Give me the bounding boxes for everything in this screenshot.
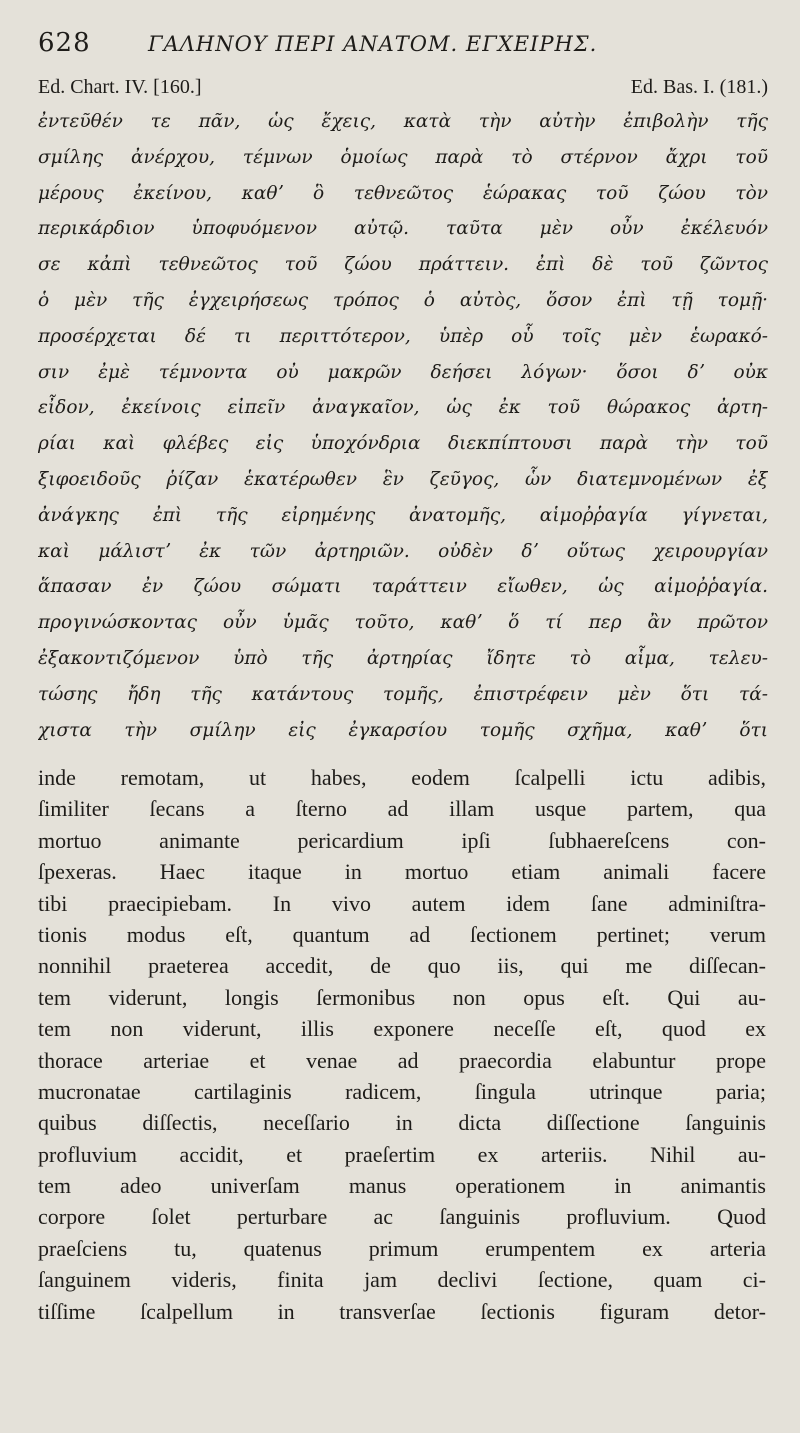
latin-text-line: nonnihil praeterea accedit, de quo iis, qui me diſſecan- xyxy=(38,953,766,979)
latin-text-line: praeſciens tu, quatenus primum erumpentem ex arteria xyxy=(38,1235,766,1261)
greek-text-line: ἐντεῦθέν τε πᾶν, ὡς ἔχεις, κατὰ τὴν αὐτὴν ἐπιβολὴν τῆς xyxy=(38,111,768,132)
greek-text-line: ρίαι καὶ φλέβες εἰς ὑποχόνδρια διεκπίπτουσι παρὰ τὴν τοῦ xyxy=(38,433,768,455)
greek-text-line: ὁ μὲν τῆς ἐγχειρήσεως τρόπος ὁ αὐτὸς, ὅσον ἐπὶ τῇ τομῇ· xyxy=(38,289,768,311)
greek-text-line: μέρους ἐκείνου, καθʼ ὃ τεθνεῶτος ἑώρακας τοῦ ζώου τὸν xyxy=(38,182,768,204)
greek-text-line: καὶ μάλιστʼ ἐκ τῶν ἀρτηριῶν. οὐδὲν δʼ οὕτως χειρουργίαν xyxy=(38,540,768,562)
latin-text-line: mortuo animante pericardium ipſi ſubhaereſcens con- xyxy=(38,827,766,853)
greek-text-line: ἀνάγκης ἐπὶ τῆς εἰρημένης ἀνατομῆς, αἱμοῤῥαγία γίγνεται, xyxy=(38,504,768,526)
latin-text-line: mucronatae cartilaginis radicem, ſingula utrinque paria; xyxy=(38,1078,766,1104)
latin-text-line: tiſſime ſcalpellum in transverſae ſectionis figuram detor- xyxy=(38,1298,766,1324)
greek-text-line: ἐξακοντιζόμενον ὑπὸ τῆς ἀρτηρίας ἴδητε τὸ αἷμα, τελευ- xyxy=(38,647,768,669)
page-number: 628 xyxy=(38,28,91,58)
latin-text-line: ſimiliter ſecans a ſterno ad illam usque partem, qua xyxy=(38,796,766,822)
latin-text-line: tem viderunt, longis ſermonibus non opus eſt. Qui au- xyxy=(38,984,766,1010)
edition-reference-line xyxy=(38,76,768,104)
greek-text-line: σιν ἐμὲ τέμνοντα οὐ μακρῶν δεήσει λόγων· ὅσοι δʼ οὐκ xyxy=(38,361,768,383)
greek-text-line: χιστα τὴν σμίλην εἰς ἐγκαρσίου τομῆς σχῆμα, καθʼ ὅτι xyxy=(38,719,768,741)
greek-text-line: ἅπασαν ἐν ζώου σώματι ταράττειν εἴωθεν, ὡς αἱμοῤῥαγία. xyxy=(38,576,768,598)
latin-text-line: tionis modus eſt, quantum ad ſectionem pertinet; verum xyxy=(38,921,766,947)
greek-text-line: σε κἀπὶ τεθνεῶτος τοῦ ζώου πράττειν. ἐπὶ δὲ τοῦ ζῶντος xyxy=(38,254,768,276)
latin-text-line: ſanguinem videris, finita jam declivi ſectione, quam ci- xyxy=(38,1267,766,1293)
greek-text-line: ξιφοειδοῦς ῥίζαν ἑκατέρωθεν ἓν ζεῦγος, ὧν διατεμνομένων ἐξ xyxy=(38,468,768,490)
greek-text-line: σμίλης ἀνέρχου, τέμνων ὁμοίως παρὰ τὸ στέρνον ἄχρι τοῦ xyxy=(38,146,768,168)
latin-text-line: profluvium accidit, et praeſertim ex arteriis. Nihil au- xyxy=(38,1141,766,1167)
edition-chartier-reference: Ed. Chart. IV. [160.] xyxy=(38,76,202,98)
greek-text-line: τώσης ἤδη τῆς κατάντους τομῆς, ἐπιστρέφειν μὲν ὅτι τά- xyxy=(38,683,768,705)
page-header xyxy=(38,26,768,66)
latin-text-line: tem adeo univerſam manus operationem in animantis xyxy=(38,1173,766,1199)
greek-text-line: περικάρδιον ὑποφυόμενον αὐτῷ. ταῦτα μὲν οὖν ἐκέλευόν xyxy=(38,218,768,240)
running-title: ΓΑΛΗΝΟΥ ΠΕΡΙ ΑΝΑΤΟΜ. ΕΓΧΕΙΡΗΣ. xyxy=(148,32,598,56)
greek-text-line: προσέρχεται δέ τι περιττότερον, ὑπὲρ οὗ τοῖς μὲν ἑωρακό- xyxy=(38,325,768,347)
edition-basel-reference: Ed. Bas. I. (181.) xyxy=(630,76,768,98)
latin-text-line: ſpexeras. Haec itaque in mortuo etiam animali facere xyxy=(38,859,766,885)
latin-text-line: corpore ſolet perturbare ac ſanguinis profluvium. Quod xyxy=(38,1204,766,1230)
latin-text-line: tibi praecipiebam. In vivo autem idem ſane adminiſtra- xyxy=(38,890,766,916)
greek-text-block xyxy=(38,104,768,748)
latin-text-line: tem non viderunt, illis exponere neceſſe eſt, quod ex xyxy=(38,1016,766,1042)
greek-text-line: εἶδον, ἐκείνοις εἰπεῖν ἀναγκαῖον, ὡς ἐκ τοῦ θώρακος ἀρτη- xyxy=(38,397,768,419)
latin-text-line: inde remotam, ut habes, eodem ſcalpelli ictu adibis, xyxy=(38,765,766,790)
greek-text-line: προγινώσκοντας οὖν ὑμᾶς τοῦτο, καθʼ ὅ τί περ ἂν πρῶτον xyxy=(38,612,768,634)
latin-text-line: thorace arteriae et venae ad praecordia elabuntur prope xyxy=(38,1047,766,1073)
latin-text-line: quibus diſſectis, neceſſario in dicta diſſectione ſanguinis xyxy=(38,1110,766,1136)
latin-translation-block xyxy=(38,762,766,1327)
